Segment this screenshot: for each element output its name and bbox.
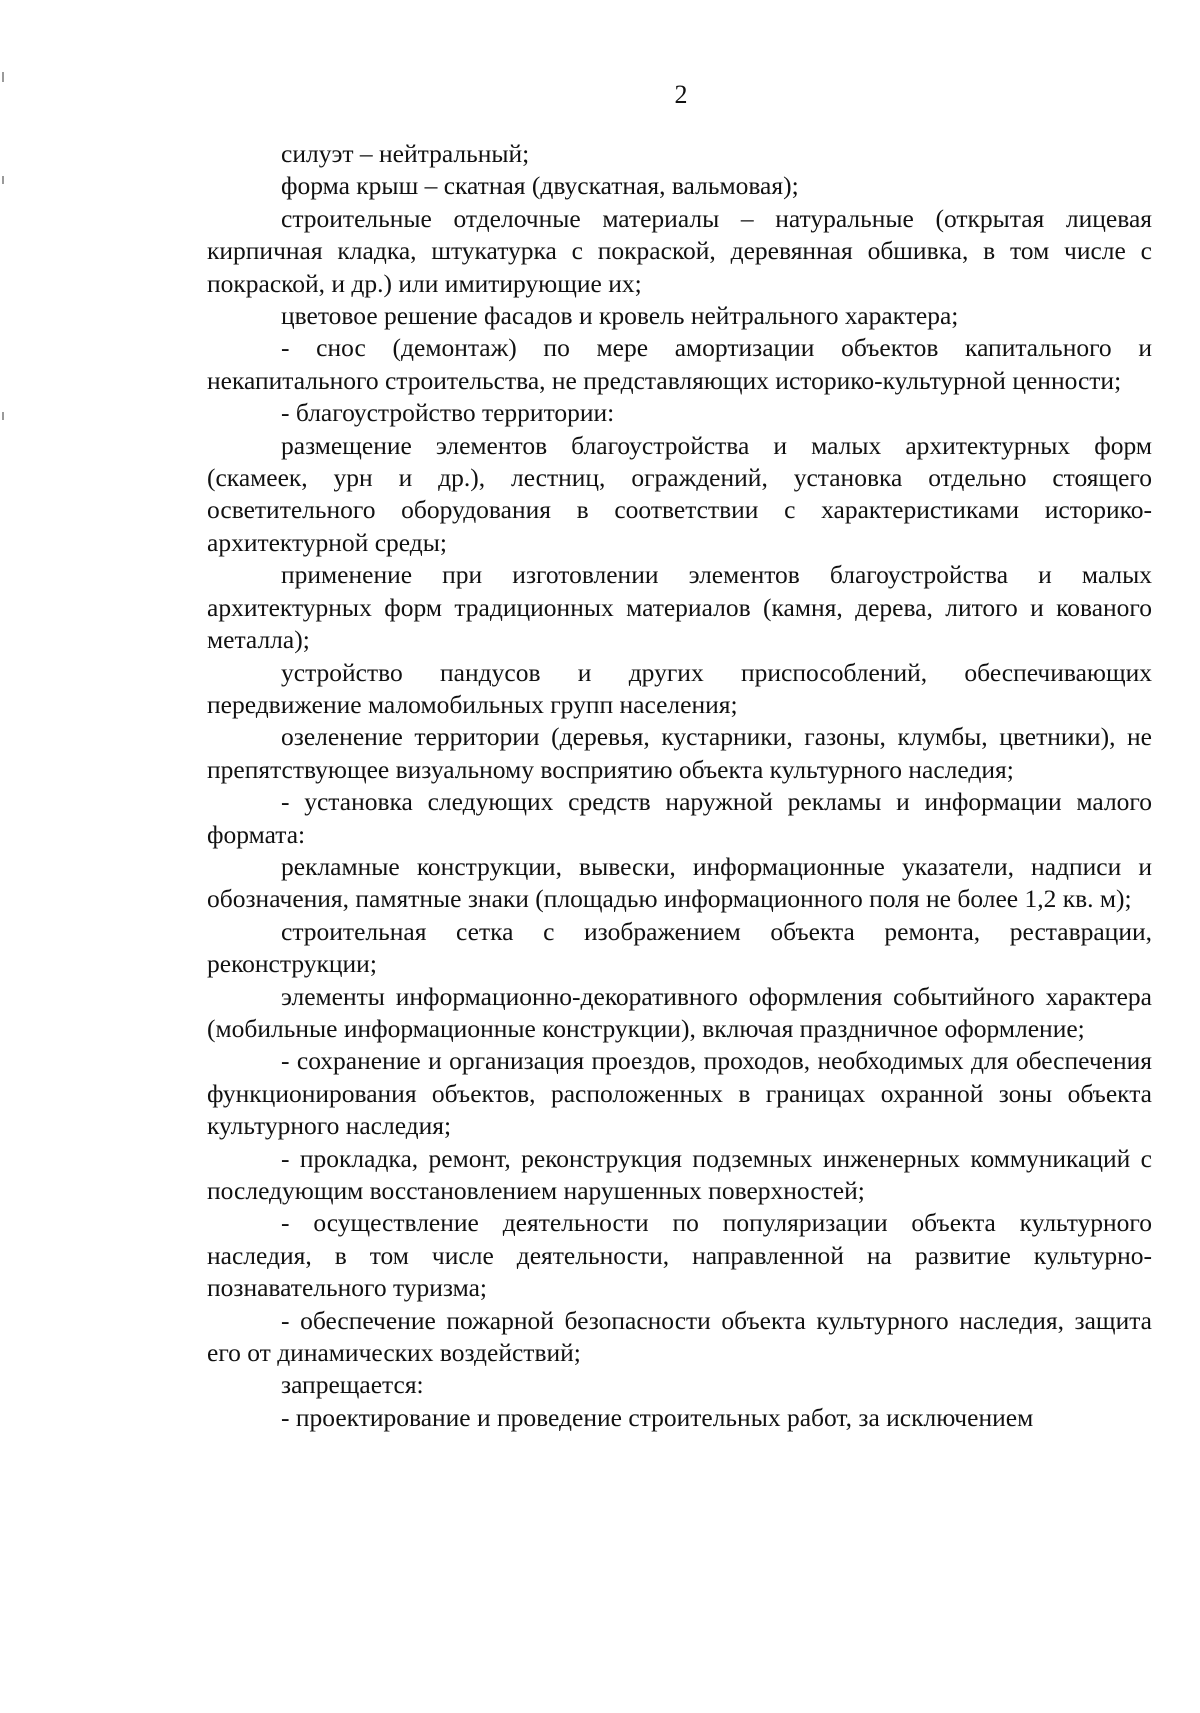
- paragraph: - сохранение и организация проездов, проходов, необходимых для обеспечения функционирования объектов, расположенных в границах охранной зоны объекта культурного наследия;: [207, 1046, 1152, 1141]
- paragraph: применение при изготовлении элементов благоустройства и малых архитектурных форм традиционных материалов (камня, дерева, литого и кованого металла);: [207, 560, 1152, 655]
- paragraph: - обеспечение пожарной безопасности объекта культурного наследия, защита его от динамических воздействий;: [207, 1305, 1152, 1368]
- paragraph: элементы информационно-декоративного оформления событийного характера (мобильные информационные конструкции), включая праздничное оформление;: [207, 981, 1152, 1043]
- paragraph: форма крыш – скатная (двускатная, вальмовая);: [281, 171, 799, 201]
- paragraph: строительные отделочные материалы – натуральные (открытая лицевая кирпичная кладка, штукатурка с покраской, деревянная обшивка, в том числе с покраской, и др.) или имитирующие их;: [207, 203, 1152, 298]
- page-number: 2: [674, 80, 688, 109]
- paragraph: цветовое решение фасадов и кровель нейтрального характера;: [281, 301, 959, 331]
- paragraph: - прокладка, ремонт, реконструкция подземных инженерных коммуникаций с последующим восстановлением нарушенных поверхностей;: [207, 1143, 1152, 1205]
- paragraph: - установка следующих средств наружной рекламы и информации малого формата:: [207, 787, 1152, 849]
- scan-edge-mark: [2, 176, 4, 184]
- paragraph: - благоустройство территории:: [281, 398, 615, 428]
- document-body: [207, 138, 1152, 1434]
- paragraph: размещение элементов благоустройства и малых архитектурных форм (скамеек, урн и др.), лестниц, ограждений, установка отдельно стоящего осветительного оборудования в соответствии с характеристиками историко-архитектурной среды;: [207, 430, 1152, 557]
- paragraph: - осуществление деятельности по популяризации объекта культурного наследия, в том числе деятельности, направленной на развитие культурно-познавательного туризма;: [207, 1208, 1152, 1303]
- scan-edge-mark: [2, 412, 4, 420]
- paragraph: запрещается:: [281, 1370, 424, 1400]
- paragraph: силуэт – нейтральный;: [281, 139, 530, 168]
- paragraph: строительная сетка с изображением объекта ремонта, реставрации, реконструкции;: [207, 916, 1152, 979]
- paragraph: - снос (демонтаж) по мере амортизации объектов капитального и некапитального строительства, не представляющих историко-культурной ценности;: [207, 333, 1152, 395]
- paragraph: рекламные конструкции, вывески, информационные указатели, надписи и обозначения, памятные знаки (площадью информационного поля не более 1,2 кв. м);: [207, 851, 1152, 914]
- paragraph: - проектирование и проведение строительных работ, за исключением: [281, 1402, 1034, 1432]
- paragraph: устройство пандусов и других приспособлений, обеспечивающих передвижение маломобильных групп населения;: [207, 657, 1152, 719]
- paragraph: озеленение территории (деревья, кустарники, газоны, клумбы, цветники), не препятствующее визуальному восприятию объекта культурного наследия;: [207, 722, 1152, 784]
